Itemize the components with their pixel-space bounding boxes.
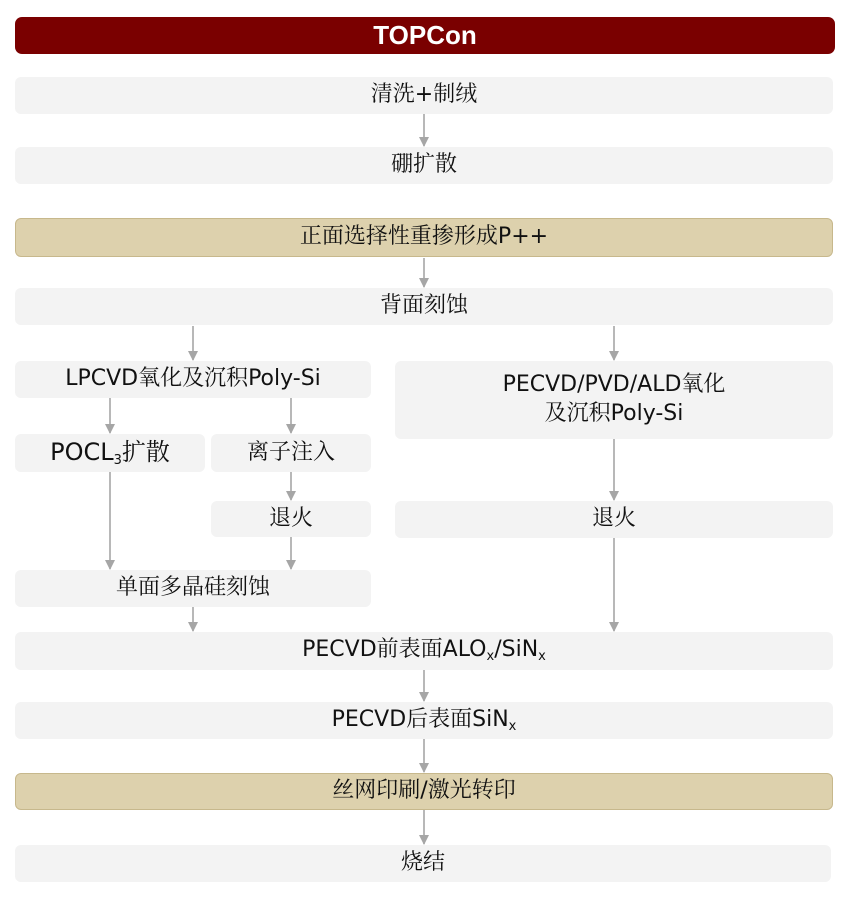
step-pecvd-pvd-ald-poly: PECVD/PVD/ALD氧化 及沉积Poly-Si <box>395 361 833 439</box>
step-single-side-poly-etch: 单面多晶硅刻蚀 <box>15 570 371 607</box>
step-lpcvd-poly: LPCVD氧化及沉积Poly-Si <box>15 361 371 398</box>
step-back-etch: 背面刻蚀 <box>15 288 833 325</box>
step-clean-texture: 清洗+制绒 <box>15 77 833 114</box>
step-anneal-left: 退火 <box>211 501 371 537</box>
step-selective-doping: 正面选择性重掺形成P++ <box>15 218 833 257</box>
step-screen-print-laser: 丝网印刷/激光转印 <box>15 773 833 810</box>
step-pocl3-diffusion: $POCL_3$扩散 <box>15 434 205 472</box>
step-pecvd-front-surface: PECVD前表面$ALO_x/SiN_x$ <box>15 632 833 670</box>
step-firing: 烧结 <box>15 845 831 882</box>
step-anneal-right: 退火 <box>395 501 833 538</box>
step-ion-implant: 离子注入 <box>211 434 371 472</box>
step-boron-diffusion: 硼扩散 <box>15 147 833 184</box>
diagram-title: TOPCon <box>15 17 835 54</box>
step-pecvd-back-surface: PECVD后表面SiN$_x$ <box>15 702 833 739</box>
